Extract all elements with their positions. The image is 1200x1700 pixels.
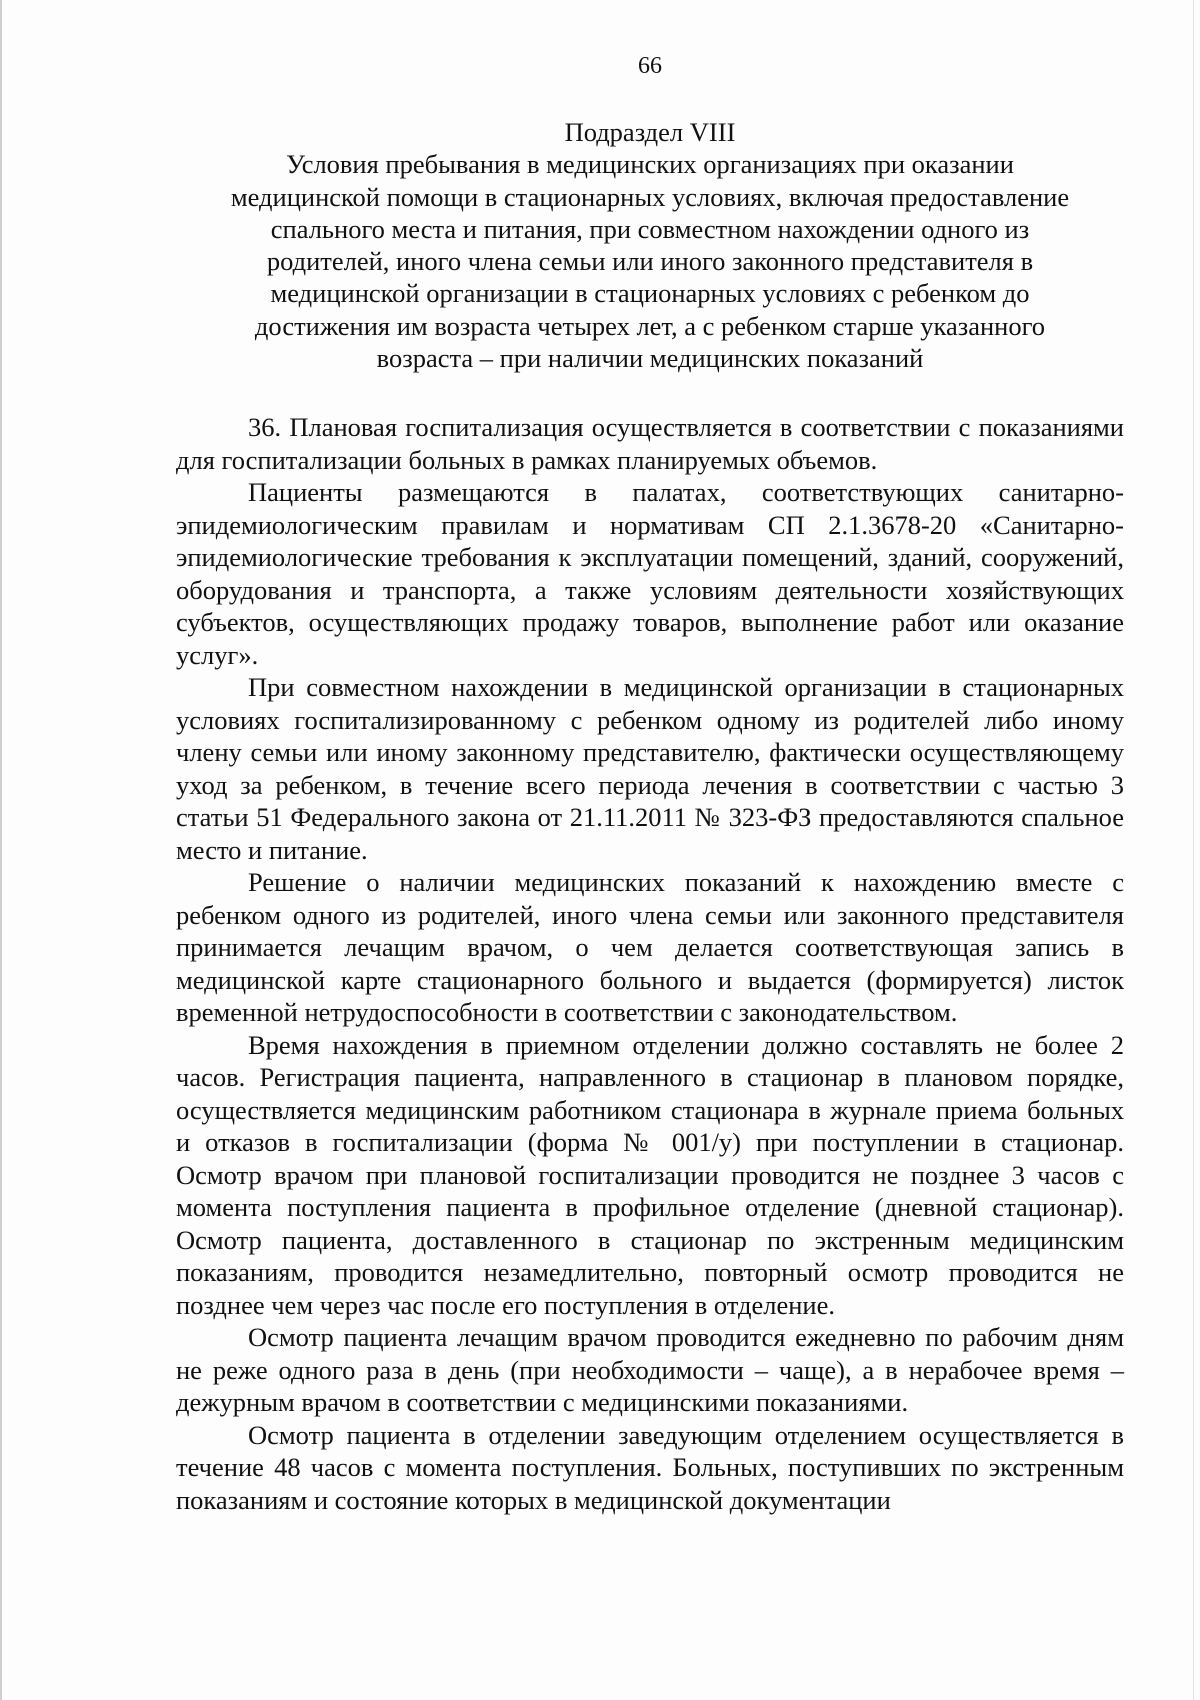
paragraph-item-36: 36. Плановая госпитализация осуществляется в соответствии с показаниями для госпитализации больных в рамках планируемых объемов.	[176, 412, 1124, 475]
section-heading	[176, 116, 1124, 374]
heading-title-line: Условия пребывания в медицинских организациях при оказании	[286, 149, 1014, 180]
paragraph-daily-examination: Осмотр пациента лечащим врачом проводится ежедневно по рабочим дням не реже одного раза в день (при необходимости – чаще), а в нерабочее время – дежурным врачом в соответствии с медицинскими показаниями.	[176, 1322, 1124, 1417]
paragraph-head-examination: Осмотр пациента в отделении заведующим отделением осуществляется в течение 48 часов с момента поступления. Больных, поступивших по экстренным показаниям и состояние которых в медицинской документации	[176, 1419, 1124, 1515]
page-edge-left	[0, 0, 2, 1700]
paragraph-medical-indications: Решение о наличии медицинских показаний к нахождению вместе с ребенком одного из родителей, иного члена семьи или законного представителя принимается лечащим врачом, о чем делается соответствующая запись в медицинской карте стационарного больного и выдается (формируется) листок временной нетрудоспособности в соответствии с законодательством.	[176, 867, 1124, 1027]
heading-title-line: возраста – при наличии медицинских показаний	[376, 343, 924, 374]
heading-title-line: достижения им возраста четырех лет, а с ребенком старше указанного	[254, 310, 1046, 341]
page-edge-right	[1193, 0, 1194, 1700]
heading-title-line: медицинской помощи в стационарных условиях, включая предоставление	[230, 181, 1070, 212]
page-number: 66	[638, 53, 662, 79]
subsection-label: Подраздел VIII	[564, 117, 736, 147]
document-body	[176, 411, 1124, 1516]
heading-title-line: медицинской организации в стационарных условиях с ребенком до	[270, 278, 1030, 309]
heading-title-line: спального места и питания, при совместном нахождении одного из	[270, 213, 1030, 244]
paragraph-joint-stay: При совместном нахождении в медицинской организации в стационарных условиях госпитализированному с ребенком одному из родителей либо иному члену семьи или иному законному представителю, фактически осуществляющему уход за ребенком, в течение всего периода лечения в соответствии с частью 3 статьи 51 Федерального закона от 21.11.2011 № 323-ФЗ предоставляются спальное место и питание.	[176, 672, 1124, 865]
paragraph-patient-placement: Пациенты размещаются в палатах, соответствующих санитарно-эпидемиологическим правилам и нормативам СП 2.1.3678-20 «Санитарно-эпидемиологические требования к эксплуатации помещений, зданий, сооружений, оборудования и транспорта, а также условиям деятельности хозяйствующих субъектов, осуществляющих продажу товаров, выполнение работ или оказание услуг».	[176, 477, 1124, 670]
paragraph-admission-time: Время нахождения в приемном отделении должно составлять не более 2 часов. Регистрация пациента, направленного в стационар в плановом порядке, осуществляется медицинским работником стационара в журнале приема больных и отказов в госпитализации (форма № 001/у) при поступлении в стационар. Осмотр врачом при плановой госпитализации проводится не позднее 3 часов с момента поступления пациента в профильное отделение (дневной стационар). Осмотр пациента, доставленного в стационар по экстренным медицинским показаниям, проводится незамедлительно, повторный осмотр проводится не позднее чем через час после его поступления в отделение.	[176, 1029, 1124, 1320]
heading-title-line: родителей, иного члена семьи или иного законного представителя в	[266, 246, 1034, 277]
